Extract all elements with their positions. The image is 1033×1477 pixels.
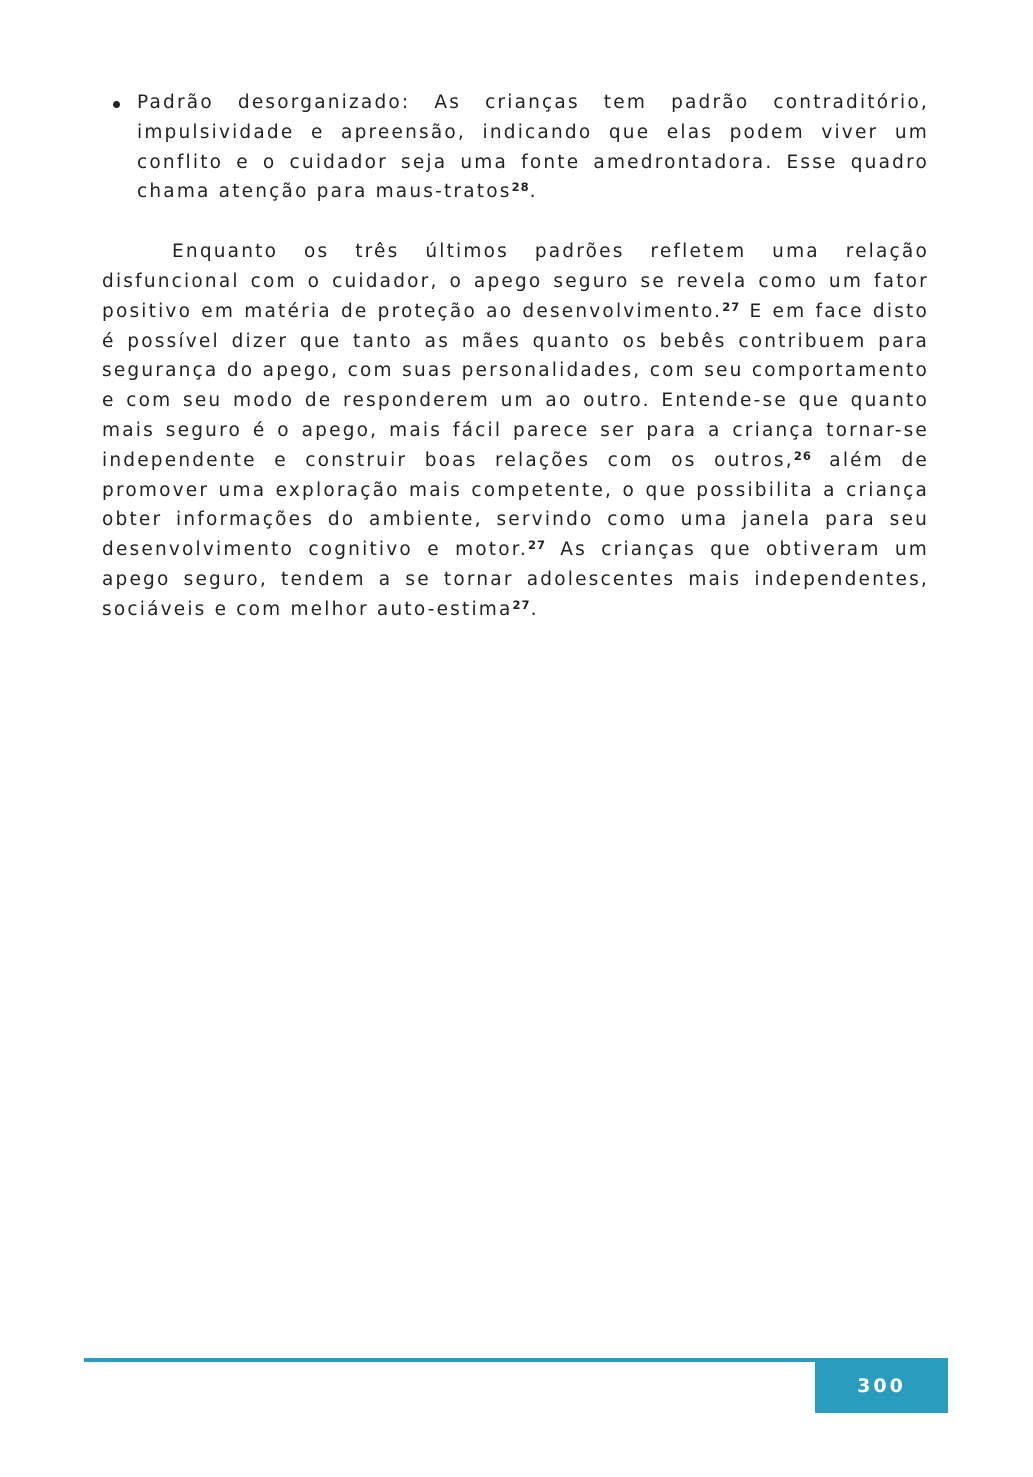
page-content xyxy=(102,88,929,625)
citation-ref: 27 xyxy=(722,299,741,314)
citation-ref: 26 xyxy=(793,448,812,463)
bullet-text-end: . xyxy=(529,181,538,203)
bullet-dot-icon xyxy=(113,101,120,108)
page-number-box xyxy=(815,1358,948,1413)
paragraph-text: As crianças que obtiveram um apego seguro, tendem a se tornar adolescentes mais independentes, sociáveis e com melhor auto-estima xyxy=(102,539,930,620)
citation-ref: 27 xyxy=(527,538,546,553)
body-paragraph xyxy=(102,237,929,624)
page-number: 300 xyxy=(857,1374,906,1397)
paragraph-text: E em face disto é possível dizer que tanto as mães quanto os bebês contribuem para segurança do apego, com suas personalidades, com seu comportamento e com seu modo de responderem um ao outro. Entende-se que quanto mais seguro é o apego, mais fácil parece ser para a criança tornar-se independente e construir boas relações com os outros, xyxy=(102,300,930,471)
paragraph-text: além de promover uma exploração mais competente, o que possibilita a criança obter informações do ambiente, servindo como uma janela para seu desenvolvimento cognitivo e motor. xyxy=(102,449,929,561)
paragraph-text: Enquanto os três últimos padrões refletem uma relação disfuncional com o cuidador, o apego seguro se revela como um fator positivo em matéria de proteção ao desenvolvimento. xyxy=(102,241,929,322)
bullet-item-disorganized-pattern xyxy=(102,88,929,207)
bullet-text: Padrão desorganizado: As crianças tem padrão contraditório, impulsividade e apreensão, indicando que elas podem viver um conflito e o cuidador seja uma fonte amedrontadora. Esse quadro chama atenção para maus-tratos xyxy=(137,92,929,203)
paragraph-text-end: . xyxy=(530,598,539,620)
citation-ref: 27 xyxy=(512,597,531,612)
citation-ref: 28 xyxy=(511,180,530,195)
